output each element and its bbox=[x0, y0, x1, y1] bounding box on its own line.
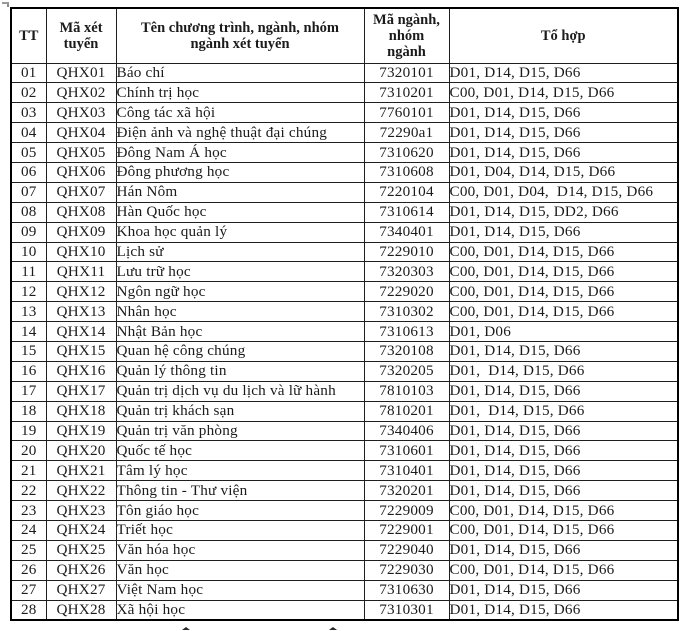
combination-cell: D01, D14, D15, D66 bbox=[449, 381, 678, 401]
combination-cell: D01, D06 bbox=[449, 322, 678, 342]
corner-artifact-mark bbox=[2, 2, 9, 4]
program-name-cell: Quản trị dịch vụ du lịch và lữ hành bbox=[116, 381, 364, 401]
major-code-cell: 7310301 bbox=[364, 600, 449, 620]
major-code-cell: 7310401 bbox=[364, 461, 449, 481]
table-row bbox=[11, 520, 678, 540]
program-name-cell: Công tác xã hội bbox=[116, 103, 364, 123]
combination-cell: C00, D01, D14, D15, D66 bbox=[449, 242, 678, 262]
program-name-cell: Xã hội học bbox=[116, 600, 364, 620]
major-code-cell: 7229030 bbox=[364, 560, 449, 580]
admission-code-cell: QHX06 bbox=[46, 162, 116, 182]
combination-cell: D01, D14, D15, D66 bbox=[449, 341, 678, 361]
combination-cell: D01, D14, D15, D66 bbox=[449, 401, 678, 421]
admission-code-cell: QHX19 bbox=[46, 421, 116, 441]
row-number-cell: 24 bbox=[11, 520, 46, 540]
combination-cell: C00, D01, D14, D15, D66 bbox=[449, 282, 678, 302]
admission-code-cell: QHX01 bbox=[46, 63, 116, 83]
major-code-cell: 7310302 bbox=[364, 302, 449, 322]
row-number-cell: 16 bbox=[11, 361, 46, 381]
row-number-cell: 11 bbox=[11, 262, 46, 282]
major-code-cell: 7220104 bbox=[364, 182, 449, 202]
major-code-cell: 7229020 bbox=[364, 282, 449, 302]
table-row bbox=[11, 202, 678, 222]
program-name-cell: Chính trị học bbox=[116, 83, 364, 103]
header-line: TT bbox=[19, 27, 39, 44]
combination-cell: D01, D14, D15, D66 bbox=[449, 580, 678, 600]
major-code-cell: 7320201 bbox=[364, 481, 449, 501]
major-code-cell: 7229009 bbox=[364, 501, 449, 521]
admission-programs-table bbox=[10, 7, 679, 621]
row-number-cell: 08 bbox=[11, 202, 46, 222]
major-code-cell: 7310630 bbox=[364, 580, 449, 600]
admission-code-cell: QHX04 bbox=[46, 123, 116, 143]
combination-cell: D01, D14, D15, D66 bbox=[449, 143, 678, 163]
program-name-cell: Khoa học quản lý bbox=[116, 222, 364, 242]
row-number-cell: 10 bbox=[11, 242, 46, 262]
table-row bbox=[11, 341, 678, 361]
combination-cell: D01, D04, D14, D15, D66 bbox=[449, 162, 678, 182]
program-name-cell: Điện ảnh và nghệ thuật đại chúng bbox=[116, 123, 364, 143]
row-number-cell: 12 bbox=[11, 282, 46, 302]
major-code-cell: 7229001 bbox=[364, 520, 449, 540]
admission-code-cell: QHX10 bbox=[46, 242, 116, 262]
combination-cell: D01, D14, D15, D66 bbox=[449, 103, 678, 123]
row-number-cell: 22 bbox=[11, 481, 46, 501]
admission-code-cell: QHX28 bbox=[46, 600, 116, 620]
combination-cell: C00, D01, D14, D15, D66 bbox=[449, 501, 678, 521]
header-row bbox=[11, 8, 678, 63]
header-line: Tổ hợp bbox=[540, 27, 586, 44]
combination-cell: C00, D01, D14, D15, D66 bbox=[449, 262, 678, 282]
program-name-cell: Thông tin - Thư viện bbox=[116, 481, 364, 501]
header-line: Mã ngành, bbox=[373, 11, 440, 28]
table-row bbox=[11, 461, 678, 481]
table-row bbox=[11, 560, 678, 580]
table-row bbox=[11, 441, 678, 461]
table-header bbox=[11, 8, 678, 63]
row-number-cell: 25 bbox=[11, 540, 46, 560]
program-name-cell: Văn học bbox=[116, 560, 364, 580]
header-line: ngành xét tuyển bbox=[190, 35, 290, 52]
major-code-cell: 7340406 bbox=[364, 421, 449, 441]
combination-cell: D01, D14, D15, D66 bbox=[449, 481, 678, 501]
program-name-cell: Đông phương học bbox=[116, 162, 364, 182]
admission-code-cell: QHX22 bbox=[46, 481, 116, 501]
table-row bbox=[11, 162, 678, 182]
program-name-cell: Hán Nôm bbox=[116, 182, 364, 202]
combination-cell: C00, D01, D04, D14, D15, D66 bbox=[449, 182, 678, 202]
admission-code-cell: QHX02 bbox=[46, 83, 116, 103]
header-line: tuyển bbox=[63, 35, 99, 52]
program-name-cell: Quản trị khách sạn bbox=[116, 401, 364, 421]
admission-code-cell: QHX09 bbox=[46, 222, 116, 242]
col-header-combination bbox=[449, 8, 678, 63]
row-number-cell: 18 bbox=[11, 401, 46, 421]
program-name-cell: Quốc tế học bbox=[116, 441, 364, 461]
row-number-cell: 02 bbox=[11, 83, 46, 103]
row-number-cell: 15 bbox=[11, 341, 46, 361]
admission-code-cell: QHX17 bbox=[46, 381, 116, 401]
major-code-cell: 7310614 bbox=[364, 202, 449, 222]
table-row bbox=[11, 143, 678, 163]
major-code-cell: 7310620 bbox=[364, 143, 449, 163]
table-body bbox=[11, 63, 678, 620]
program-name-cell: Nhật Bản học bbox=[116, 322, 364, 342]
program-name-cell: Hàn Quốc học bbox=[116, 202, 364, 222]
major-code-cell: 7320205 bbox=[364, 361, 449, 381]
row-number-cell: 21 bbox=[11, 461, 46, 481]
major-code-cell: 7320303 bbox=[364, 262, 449, 282]
table-row bbox=[11, 580, 678, 600]
admission-code-cell: QHX26 bbox=[46, 560, 116, 580]
col-header-program-name bbox=[116, 8, 364, 63]
program-name-cell: Văn hóa học bbox=[116, 540, 364, 560]
combination-cell: C00, D01, D14, D15, D66 bbox=[449, 520, 678, 540]
program-name-cell: Báo chí bbox=[116, 63, 364, 83]
admission-code-cell: QHX14 bbox=[46, 322, 116, 342]
program-name-cell: Lịch sử bbox=[116, 242, 364, 262]
admission-code-cell: QHX05 bbox=[46, 143, 116, 163]
table-row bbox=[11, 600, 678, 620]
program-name-cell: Tâm lý học bbox=[116, 461, 364, 481]
major-code-cell: 7229040 bbox=[364, 540, 449, 560]
row-number-cell: 06 bbox=[11, 162, 46, 182]
major-code-cell: 7810201 bbox=[364, 401, 449, 421]
combination-cell: D01, D14, D15, D66 bbox=[449, 123, 678, 143]
row-number-cell: 20 bbox=[11, 441, 46, 461]
table-row bbox=[11, 421, 678, 441]
program-name-cell: Tôn giáo học bbox=[116, 501, 364, 521]
admission-code-cell: QHX27 bbox=[46, 580, 116, 600]
admission-code-cell: QHX08 bbox=[46, 202, 116, 222]
row-number-cell: 03 bbox=[11, 103, 46, 123]
admission-code-cell: QHX15 bbox=[46, 341, 116, 361]
major-code-cell: 7310608 bbox=[364, 162, 449, 182]
row-number-cell: 05 bbox=[11, 143, 46, 163]
row-number-cell: 04 bbox=[11, 123, 46, 143]
col-header-major-code bbox=[364, 8, 449, 63]
admission-code-cell: QHX25 bbox=[46, 540, 116, 560]
header-line: ngành bbox=[387, 43, 426, 60]
row-number-cell: 14 bbox=[11, 322, 46, 342]
admission-code-cell: QHX11 bbox=[46, 262, 116, 282]
row-number-cell: 17 bbox=[11, 381, 46, 401]
table-row bbox=[11, 401, 678, 421]
major-code-cell: 7810103 bbox=[364, 381, 449, 401]
row-number-cell: 27 bbox=[11, 580, 46, 600]
table-row bbox=[11, 222, 678, 242]
major-code-cell: 7760101 bbox=[364, 103, 449, 123]
admission-code-cell: QHX03 bbox=[46, 103, 116, 123]
cutoff-text-fragment bbox=[329, 627, 337, 630]
row-number-cell: 23 bbox=[11, 501, 46, 521]
table-row bbox=[11, 123, 678, 143]
col-header-admission-code bbox=[46, 8, 116, 63]
program-name-cell: Đông Nam Á học bbox=[116, 143, 364, 163]
table-row bbox=[11, 63, 678, 83]
row-number-cell: 13 bbox=[11, 302, 46, 322]
admission-code-cell: QHX07 bbox=[46, 182, 116, 202]
program-name-cell: Việt Nam học bbox=[116, 580, 364, 600]
row-number-cell: 07 bbox=[11, 182, 46, 202]
col-header-tt bbox=[11, 8, 46, 63]
table-row bbox=[11, 501, 678, 521]
row-number-cell: 01 bbox=[11, 63, 46, 83]
row-number-cell: 09 bbox=[11, 222, 46, 242]
major-code-cell: 7310201 bbox=[364, 83, 449, 103]
program-name-cell: Quản lý thông tin bbox=[116, 361, 364, 381]
row-number-cell: 28 bbox=[11, 600, 46, 620]
combination-cell: D01, D14, D15, DD2, D66 bbox=[449, 202, 678, 222]
combination-cell: D01, D14, D15, D66 bbox=[449, 361, 678, 381]
table-row bbox=[11, 361, 678, 381]
admission-code-cell: QHX20 bbox=[46, 441, 116, 461]
table-row bbox=[11, 242, 678, 262]
major-code-cell: 7340401 bbox=[364, 222, 449, 242]
major-code-cell: 72290a1 bbox=[364, 123, 449, 143]
combination-cell: D01, D14, D15, D66 bbox=[449, 421, 678, 441]
table-row bbox=[11, 381, 678, 401]
combination-cell: C00, D01, D14, D15, D66 bbox=[449, 302, 678, 322]
admission-code-cell: QHX24 bbox=[46, 520, 116, 540]
combination-cell: D01, D14, D15, D66 bbox=[449, 461, 678, 481]
header-line: nhóm bbox=[388, 27, 425, 44]
major-code-cell: 7229010 bbox=[364, 242, 449, 262]
table-row bbox=[11, 302, 678, 322]
admission-code-cell: QHX16 bbox=[46, 361, 116, 381]
table-row bbox=[11, 282, 678, 302]
major-code-cell: 7320108 bbox=[364, 341, 449, 361]
program-name-cell: Quản trị văn phòng bbox=[116, 421, 364, 441]
header-line: Tên chương trình, ngành, nhóm bbox=[140, 19, 340, 36]
row-number-cell: 19 bbox=[11, 421, 46, 441]
admission-code-cell: QHX23 bbox=[46, 501, 116, 521]
program-name-cell: Quan hệ công chúng bbox=[116, 341, 364, 361]
program-name-cell: Nhân học bbox=[116, 302, 364, 322]
table-row bbox=[11, 322, 678, 342]
major-code-cell: 7310613 bbox=[364, 322, 449, 342]
table-row bbox=[11, 83, 678, 103]
table-row bbox=[11, 481, 678, 501]
combination-cell: D01, D14, D15, D66 bbox=[449, 222, 678, 242]
cutoff-text-fragment bbox=[182, 627, 190, 630]
combination-cell: C00, D01, D14, D15, D66 bbox=[449, 560, 678, 580]
admission-code-cell: QHX12 bbox=[46, 282, 116, 302]
combination-cell: D01, D14, D15, D66 bbox=[449, 441, 678, 461]
combination-cell: C00, D01, D14, D15, D66 bbox=[449, 83, 678, 103]
combination-cell: D01, D14, D15, D66 bbox=[449, 540, 678, 560]
program-name-cell: Lưu trữ học bbox=[116, 262, 364, 282]
table-row bbox=[11, 103, 678, 123]
table-row bbox=[11, 262, 678, 282]
admission-code-cell: QHX18 bbox=[46, 401, 116, 421]
admission-code-cell: QHX21 bbox=[46, 461, 116, 481]
program-name-cell: Triết học bbox=[116, 520, 364, 540]
row-number-cell: 26 bbox=[11, 560, 46, 580]
admission-code-cell: QHX13 bbox=[46, 302, 116, 322]
header-line: Mã xét bbox=[59, 19, 103, 36]
table-row bbox=[11, 182, 678, 202]
program-name-cell: Ngôn ngữ học bbox=[116, 282, 364, 302]
major-code-cell: 7310601 bbox=[364, 441, 449, 461]
major-code-cell: 7320101 bbox=[364, 63, 449, 83]
table-row bbox=[11, 540, 678, 560]
combination-cell: D01, D14, D15, D66 bbox=[449, 600, 678, 620]
combination-cell: D01, D14, D15, D66 bbox=[449, 63, 678, 83]
